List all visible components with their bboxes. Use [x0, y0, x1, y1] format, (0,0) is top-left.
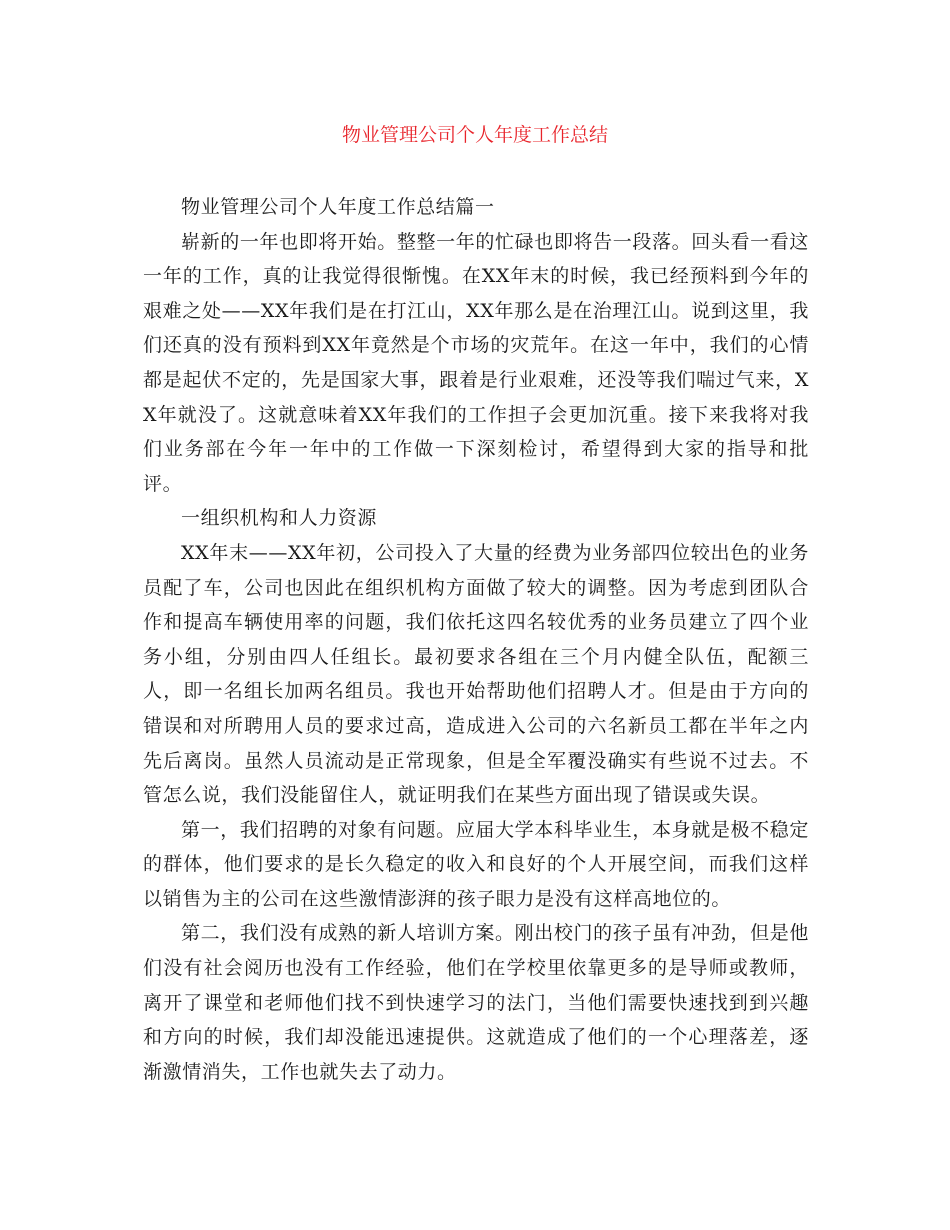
paragraph: 第一，我们招聘的对象有问题。应届大学本科毕业生，本身就是极不稳定的群体，他们要求的是长久稳定的收入和良好的个人开展空间，而我们这样以销售为主的公司在这些激情澎湃的孩子眼力是没有这样高地位的。	[143, 818, 809, 910]
paragraph: 第二，我们没有成熟的新人培训方案。刚出校门的孩子虽有冲劲，但是他们没有社会阅历也没有工作经验，他们在学校里依靠更多的是导师或教师，离开了课堂和老师他们找不到快速学习的法门，当他们需要快速找到到兴趣和方向的时候，我们却没能迅速提供。这就造成了他们的一个心理落差，逐渐激情消失，工作也就失去了动力。	[143, 922, 809, 1083]
section-heading: 物业管理公司个人年度工作总结篇一	[181, 196, 495, 218]
document-body	[143, 190, 809, 1089]
paragraph: 崭新的一年也即将开始。整整一年的忙碌也即将告一段落。回头看一看这一年的工作，真的让我觉得很惭愧。在XX年末的时候，我已经预料到今年的艰难之处——XX年我们是在打江山，XX年那么是在治理江山。说到这里，我们还真的没有预料到XX年竟然是个市场的灾荒年。在这一年中，我们的心情都是起伏不定的，先是国家大事，跟着是行业艰难，还没等我们喘过气来，XX年就没了。这就意味着XX年我们的工作担子会更加沉重。接下来我将对我们业务部在今年一年中的工作做一下深刻检讨，希望得到大家的指导和批评。	[143, 230, 809, 495]
document-title: 物业管理公司个人年度工作总结	[341, 124, 608, 146]
section-heading: 一组织机构和人力资源	[181, 507, 378, 530]
paragraph: XX年末——XX年初，公司投入了大量的经费为业务部四位较出色的业务员配了车，公司也因此在组织机构方面做了较大的调整。因为考虑到团队合作和提高车辆使用率的问题，我们依托这四名较优秀的业务员建立了四个业务小组，分别由四人任组长。最初要求各组在三个月内健全队伍，配额三人，即一名组长加两名组员。我也开始帮助他们招聘人才。但是由于方向的错误和对所聘用人员的要求过高，造成进入公司的六名新员工都在半年之内先后离岗。虽然人员流动是正常现象，但是全军覆没确实有些说不过去。不管怎么说，我们没能留住人，就证明我们在某些方面出现了错误或失误。	[143, 541, 809, 807]
